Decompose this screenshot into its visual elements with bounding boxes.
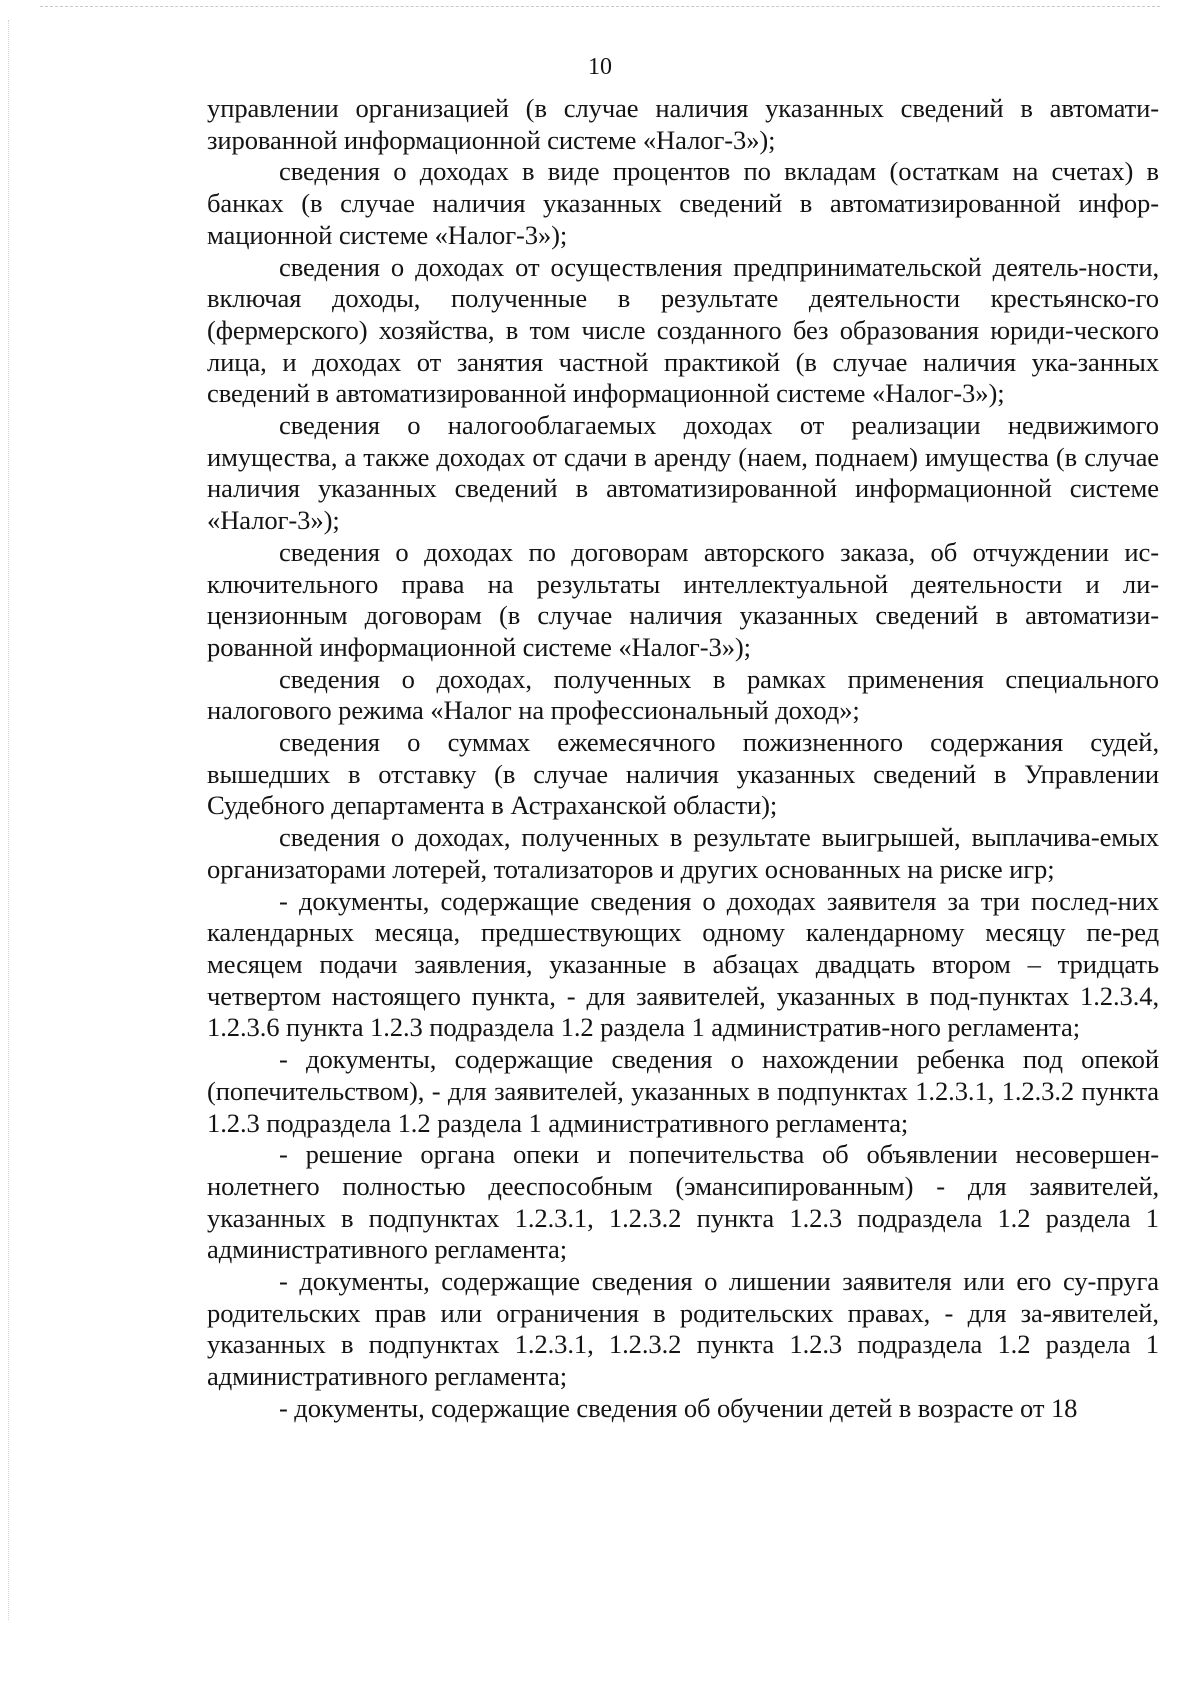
paragraph: сведения о доходах по договорам авторского заказа, об отчуждении ис-ключительного права на результаты интеллектуальной деятельности и ли-цензионным договорам (в случае наличия указанных сведений в автоматизи-рованной информационной системе «Налог-3»);	[207, 536, 1159, 662]
paragraph: сведения о налогооблагаемых доходах от реализации недвижимого имущества, а также доходах от сдачи в аренду (наем, поднаем) имущества (в случае наличия указанных сведений в автоматизированной информационной системе «Налог-3»);	[207, 410, 1159, 536]
paragraph: сведения о суммах ежемесячного пожизненного содержания судей, вышедших в отставку (в случае наличия указанных сведений в Управлении Судебного департамента в Астраханской области);	[207, 727, 1159, 821]
paragraph: сведения о доходах, полученных в результате выигрышей, выплачива-емых организаторами лотерей, тотализаторов и других основанных на риске игр;	[207, 822, 1159, 884]
paragraph: управлении организацией (в случае наличия указанных сведений в автомати-зированной информационной системе «Налог-3»);	[207, 93, 1159, 155]
scan-edge-left	[8, 20, 9, 1620]
paragraph: - решение органа опеки и попечительства об объявлении несовершен-нолетнего полностью дееспособным (эмансипированным) - для заявителей, указанных в подпунктах 1.2.3.1, 1.2.3.2 пункта 1.2.3 подраздела 1.2 раздела 1 административного регламента;	[207, 1139, 1159, 1265]
scan-edge-top	[40, 6, 1160, 7]
page-number: 10	[588, 54, 612, 80]
paragraph: сведения о доходах от осуществления предпринимательской деятель-ности, включая доходы, полученные в результате деятельности крестьянско-го (фермерского) хозяйства, в том числе созданного без образования юриди-ческого лица, и доходах от занятия частной практикой (в случае наличия ука-занных сведений в автоматизированной информационной системе «Налог-3»);	[207, 251, 1159, 409]
paragraph: сведения о доходах в виде процентов по вкладам (остаткам на счетах) в банках (в случае наличия указанных сведений в автоматизированной инфор-мационной системе «Налог-3»);	[207, 156, 1159, 250]
paragraph: - документы, содержащие сведения о доходах заявителя за три послед-них календарных месяца, предшествующих одному календарному месяцу пе-ред месяцем подачи заявления, указанные в абзацах двадцать втором – тридцать четвертом настоящего пункта, - для заявителей, указанных в под-пунктах 1.2.3.4, 1.2.3.6 пункта 1.2.3 подраздела 1.2 раздела 1 административ-ного регламента;	[207, 885, 1159, 1043]
paragraph: сведения о доходах, полученных в рамках применения специального налогового режима «Налог на профессиональный доход»;	[207, 663, 1159, 726]
paragraph: - документы, содержащие сведения о нахождении ребенка под опекой (попечительством), - для заявителей, указанных в подпунктах 1.2.3.1, 1.2.3.2 пункта 1.2.3 подраздела 1.2 раздела 1 административного регламента;	[207, 1044, 1159, 1138]
paragraph: - документы, содержащие сведения о лишении заявителя или его су-пруга родительских прав или ограничения в родительских правах, - для за-явителей, указанных в подпунктах 1.2.3.1, 1.2.3.2 пункта 1.2.3 подраздела 1.2 раздела 1 административного регламента;	[207, 1266, 1159, 1392]
document-body	[207, 93, 1159, 1425]
paragraph: - документы, содержащие сведения об обучении детей в возрасте от 18	[279, 1392, 1078, 1423]
